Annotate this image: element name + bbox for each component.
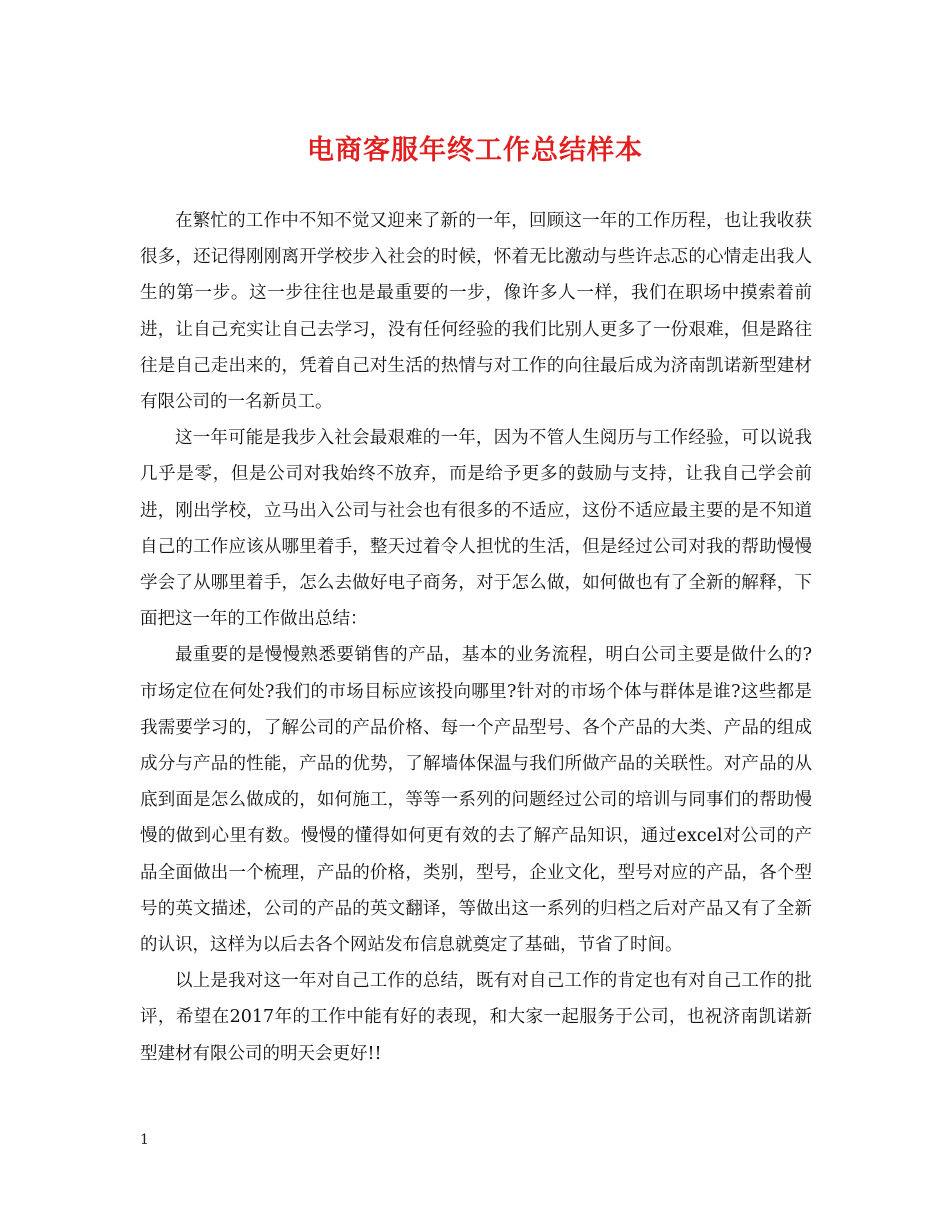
page-number: 1 [140, 1132, 149, 1148]
document-body [140, 203, 812, 1072]
paragraph-1: 在繁忙的工作中不知不觉又迎来了新的一年，回顾这一年的工作历程，也让我收获很多，还记得刚刚离开学校步入社会的时候，怀着无比激动与些许忐忑的心情走出我人生的第一步。这一步往往也是最重要的一步，像许多人一样，我们在职场中摸索着前进，让自己充实让自己去学习，没有任何经验的我们比别人更多了一份艰难，但是路往往是自己走出来的，凭着自己对生活的热情与对工作的向往最后成为济南凯诺新型建材有限公司的一名新员工。 [140, 211, 812, 413]
paragraph-4: 以上是我对这一年对自己工作的总结，既有对自己工作的肯定也有对自己工作的批评，希望在2017年的工作中能有好的表现，和大家一起服务于公司，也祝济南凯诺新型建材有限公司的明天会更好!! [140, 971, 812, 1064]
document-title: 电商客服年终工作总结样本 [307, 135, 643, 166]
paragraph-2: 这一年可能是我步入社会最艰难的一年，因为不管人生阅历与工作经验，可以说我几乎是零，但是公司对我始终不放弃，而是给予更多的鼓励与支持，让我自己学会前进，刚出学校，立马出入公司与社会也有很多的不适应，这份不适应最主要的是不知道自己的工作应该从哪里着手，整天过着令人担忧的生活，但是经过公司对我的帮助慢慢学会了从哪里着手，怎么去做好电子商务，对于怎么做，如何做也有了全新的解释，下面把这一年的工作做出总结： [140, 428, 812, 630]
paragraph-3: 最重要的是慢慢熟悉要销售的产品，基本的业务流程，明白公司主要是做什么的?市场定位在何处?我们的市场目标应该投向哪里?针对的市场个体与群体是谁?这些都是我需要学习的，了解公司的产品价格、每一个产品型号、各个产品的大类、产品的组成成分与产品的性能，产品的优势，了解墙体保温与我们所做产品的关联性。对产品的从底到面是怎么做成的，如何施工，等等一系列的问题经过公司的培训与同事们的帮助慢慢的做到心里有数。慢慢的懂得如何更有效的去了解产品知识，通过excel对公司的产品全面做出一个梳理，产品的价格，类别，型号，企业文化，型号对应的产品，各个型号的英文描述，公司的产品的英文翻译，等做出这一系列的归档之后对产品又有了全新的认识，这样为以后去各个网站发布信息就奠定了基础，节省了时间。 [140, 645, 812, 956]
